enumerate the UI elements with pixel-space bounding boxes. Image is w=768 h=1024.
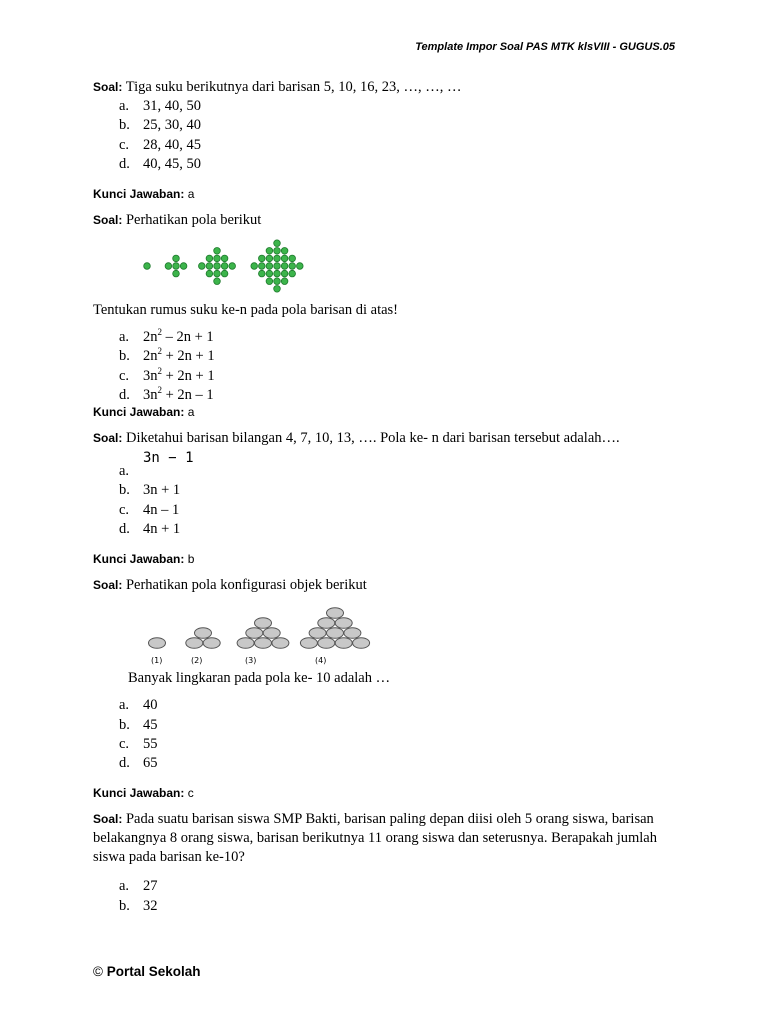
pattern-dot (221, 270, 228, 277)
option-item (119, 452, 683, 481)
pattern-dot (274, 286, 281, 293)
pattern-dot (206, 255, 213, 262)
option-text: 65 (143, 755, 158, 772)
options-list (93, 328, 683, 405)
figure-label: (3) (245, 656, 257, 666)
pattern-dot (214, 270, 221, 277)
pattern-circle (246, 628, 263, 639)
pattern-dot (281, 270, 288, 277)
pattern-dot (173, 263, 180, 270)
pattern-dot (274, 263, 281, 270)
pattern-circle (344, 628, 361, 639)
pattern-circle (327, 628, 344, 639)
option-item (119, 520, 683, 539)
option-letter: a. (119, 697, 130, 714)
option-letter: c. (119, 136, 130, 153)
option-item (119, 97, 683, 116)
option-text: 4n – 1 (143, 501, 180, 518)
option-item (119, 501, 683, 520)
pattern-circle (237, 638, 254, 649)
pattern-dot (199, 263, 206, 270)
kunci-label: Kunci Jawaban: (93, 187, 185, 202)
pattern-dot (173, 270, 180, 277)
option-letter: b. (119, 482, 130, 499)
options-list (93, 696, 683, 773)
pattern-dot (165, 263, 172, 270)
options-list (93, 97, 683, 174)
option-letter: c. (119, 735, 130, 752)
question-5 (93, 810, 683, 867)
pattern-dot (274, 240, 281, 247)
question-1 (93, 78, 683, 97)
pattern-circle (272, 638, 289, 649)
question-text: Perhatikan pola berikut (125, 212, 262, 229)
pattern-dot (229, 263, 236, 270)
pattern-dot (214, 248, 221, 255)
soal-label: Soal: (93, 578, 123, 593)
pattern-dot (266, 270, 273, 277)
figure-label: (1) (151, 656, 163, 666)
option-item (119, 877, 683, 896)
pattern-dot (281, 255, 288, 262)
option-text: 32 (143, 897, 158, 914)
pattern-dot (274, 270, 281, 277)
answer-key (93, 552, 683, 566)
option-letter: d. (119, 387, 130, 404)
pattern-circle (203, 638, 220, 649)
pattern-circle (335, 638, 352, 649)
question-3 (93, 429, 683, 448)
option-letter: c. (119, 501, 130, 518)
pattern-dot (259, 263, 266, 270)
soal-label: Soal: (93, 812, 123, 827)
pattern-dot (173, 255, 180, 262)
pattern-dot (281, 263, 288, 270)
pattern-circle (149, 638, 166, 649)
pattern-dot (259, 270, 266, 277)
option-letter: a. (119, 98, 130, 114)
kunci-label: Kunci Jawaban: (93, 552, 185, 567)
pattern-circle (195, 628, 212, 639)
figure-label: (2) (191, 656, 203, 666)
pattern-dot (251, 263, 258, 270)
pattern-dot (289, 255, 296, 262)
pattern-circle (327, 608, 344, 619)
pattern-circle (300, 638, 317, 649)
pattern-circle (263, 628, 280, 639)
option-text: 40, 45, 50 (143, 155, 201, 172)
pattern-dot (214, 255, 221, 262)
option-item (119, 328, 683, 347)
kunci-label: Kunci Jawaban: (93, 786, 185, 801)
option-item (119, 347, 683, 366)
pattern-dot (206, 263, 213, 270)
option-letter: b. (119, 716, 130, 733)
answer-key (93, 786, 683, 800)
option-text: 40 (143, 697, 158, 714)
pattern-dot (214, 263, 221, 270)
pattern-dot (274, 255, 281, 262)
option-text: 55 (143, 735, 158, 752)
option-letter: b. (119, 348, 130, 365)
option-text: 3n + 1 (143, 482, 181, 499)
footer-text: Portal Sekolah (106, 964, 201, 979)
pattern-dot (266, 278, 273, 285)
question-text: Pada suatu barisan siswa SMP Bakti, barisan paling depan diisi oleh 5 orang siswa, barisan belakangnya 8 orang siswa, barisan berikutnya 11 orang siswa dan seterusnya. Berapakah jumlah siswa pada barisan ke-10? (93, 811, 657, 866)
answer-key-value: a (187, 187, 195, 202)
option-text: $2n^2 + 2n + 1$ (143, 346, 215, 365)
question-text: Perhatikan pola konfigurasi objek berikut (125, 577, 367, 594)
question-subtext: Banyak lingkaran pada pola ke- 10 adalah … (128, 670, 391, 687)
option-text: $3n^2 + 2n - 1$ (143, 385, 214, 404)
option-letter: a. (119, 878, 130, 895)
soal-label: Soal: (93, 213, 123, 228)
pattern-dot (266, 263, 273, 270)
pattern-dot (180, 263, 187, 270)
pattern-dot (281, 278, 288, 285)
dot-pattern-figure (133, 233, 683, 299)
answer-key (93, 187, 683, 201)
figure-label: (4) (315, 656, 327, 666)
footer (93, 964, 201, 979)
option-letter: d. (119, 755, 130, 772)
question-4 (93, 576, 683, 595)
option-item (119, 136, 683, 155)
answer-key-value: b (187, 552, 195, 567)
pattern-circle (318, 618, 335, 629)
option-text: 45 (143, 716, 158, 733)
pattern-dot (266, 255, 273, 262)
option-item (119, 754, 683, 773)
soal-label: Soal: (93, 431, 123, 446)
question-2 (93, 211, 683, 230)
option-letter: a. (119, 329, 130, 346)
option-letter: c. (119, 367, 130, 384)
option-item (119, 735, 683, 754)
option-item (119, 155, 683, 174)
document-header: Template Impor Soal PAS MTK klsVIII - GUGUS.05 (415, 41, 675, 53)
option-text: 25, 30, 40 (143, 117, 201, 134)
option-letter: a. (119, 463, 130, 480)
option-text: 3n − 1 (143, 450, 194, 467)
option-text: 28, 40, 45 (143, 136, 201, 153)
pattern-dot (206, 270, 213, 277)
pattern-circle (318, 638, 335, 649)
option-letter: d. (119, 155, 130, 172)
pattern-circle (335, 618, 352, 629)
option-item (119, 897, 683, 916)
pattern-dot (144, 263, 151, 270)
options-list (93, 452, 683, 539)
option-text: 31, 40, 50 (143, 98, 201, 114)
answer-key (93, 405, 683, 419)
document-body (93, 78, 683, 916)
option-text: $3n^2 + 2n + 1$ (143, 365, 215, 384)
pattern-circle (255, 638, 272, 649)
pattern-dot (221, 263, 228, 270)
option-item (119, 367, 683, 386)
copyright-symbol: © (93, 964, 103, 979)
pattern-circle (309, 628, 326, 639)
pattern-circle (255, 618, 272, 629)
option-text: 4n + 1 (143, 520, 181, 537)
option-letter: d. (119, 520, 130, 537)
pattern-dot (266, 248, 273, 255)
option-item (119, 716, 683, 735)
pattern-dot (289, 270, 296, 277)
pattern-dot (289, 263, 296, 270)
pattern-circle (186, 638, 203, 649)
pattern-dot (214, 278, 221, 285)
pattern-dot (274, 278, 281, 285)
answer-key-value: c (187, 786, 194, 801)
option-text: $2n^2 - 2n + 1$ (143, 327, 214, 346)
pattern-dot (281, 248, 288, 255)
pattern-dot (259, 255, 266, 262)
question-subtext: Tentukan rumus suku ke-n pada pola barisan di atas! (93, 302, 399, 319)
answer-key-value: a (187, 405, 195, 420)
option-letter: b. (119, 117, 130, 134)
option-item (119, 696, 683, 715)
pattern-dot (221, 255, 228, 262)
option-item (119, 116, 683, 135)
kunci-label: Kunci Jawaban: (93, 405, 185, 420)
option-item (119, 386, 683, 405)
question-text: Diketahui barisan bilangan 4, 7, 10, 13, …. Pola ke- n dari barisan tersebut adalah…. (125, 430, 620, 447)
option-item (119, 481, 683, 500)
pattern-circle (353, 638, 370, 649)
circle-pattern-figure (145, 603, 683, 667)
pattern-dot (274, 248, 281, 255)
options-list (93, 877, 683, 916)
soal-label: Soal: (93, 80, 123, 94)
option-letter: b. (119, 897, 130, 914)
question-text: Tiga suku berikutnya dari barisan 5, 10, 16, 23, …, …, … (125, 79, 462, 95)
pattern-dot (297, 263, 304, 270)
option-text: 27 (143, 878, 158, 895)
